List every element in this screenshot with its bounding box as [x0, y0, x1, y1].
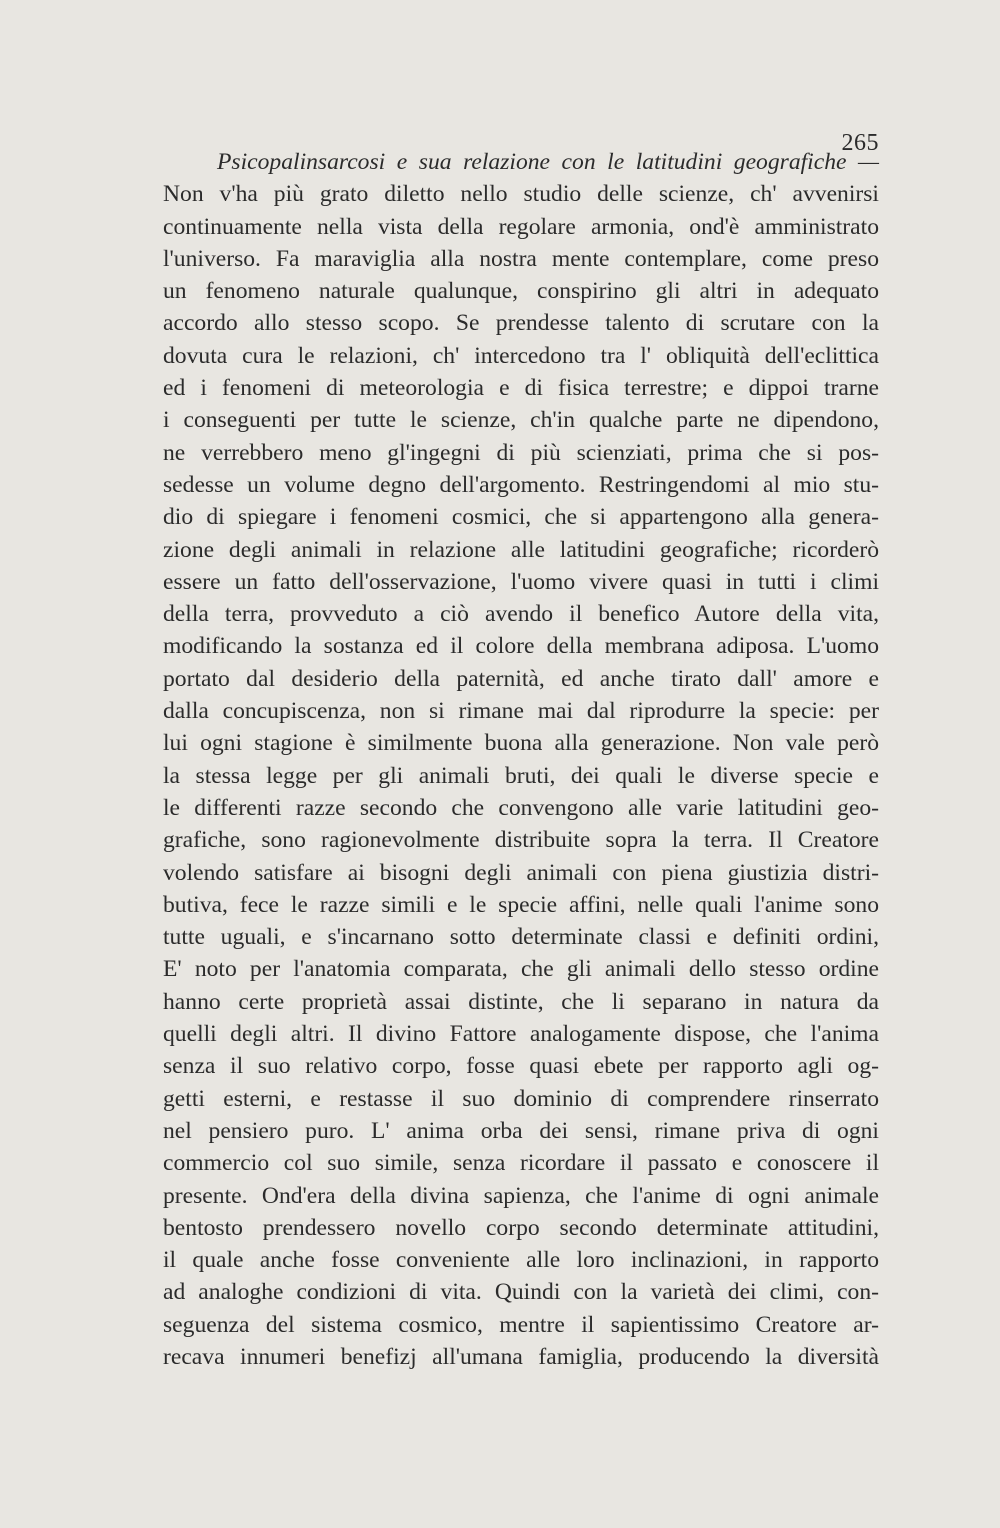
text-line: nel pensiero puro. L' anima orba dei sensi, rimane priva di ogni	[163, 1117, 879, 1144]
text-line: butiva, fece le razze simili e le specie affini, nelle quali l'anime sono	[163, 891, 879, 918]
text-line: tutte uguali, e s'incarnano sotto determinate classi e definiti ordini,	[163, 924, 879, 951]
text-line: i conseguenti per tutte le scienze, ch'in qualche parte ne dipendono,	[163, 407, 879, 434]
text-line: essere un fatto dell'osservazione, l'uomo vivere quasi in tutti i climi	[163, 568, 879, 595]
text-line: lui ogni stagione è similmente buona alla generazione. Non vale però	[163, 730, 879, 757]
text-line: quelli degli altri. Il divino Fattore analogamente dispose, che l'anima	[163, 1021, 879, 1048]
text-line: ad analoghe condizioni di vita. Quindi con la varietà dei climi, con-	[163, 1279, 879, 1306]
text-line: getti esterni, e restasse il suo dominio di comprendere rinserrato	[163, 1085, 879, 1112]
text-line: commercio col suo simile, senza ricordare il passato e conoscere il	[163, 1150, 879, 1177]
text-line: ed i fenomeni di meteorologia e di fisica terrestre; e dippoi trarne	[163, 375, 879, 402]
text-line: grafiche, sono ragionevolmente distribuite sopra la terra. Il Creatore	[163, 827, 879, 854]
text-line: l'universo. Fa maraviglia alla nostra mente contemplare, come preso	[163, 245, 879, 272]
text-line: dovuta cura le relazioni, ch' intercedono tra l' obliquità dell'eclittica	[163, 342, 879, 369]
paragraph	[163, 178, 879, 1373]
text-line: recava innumeri benefizj all'umana famiglia, producendo la diversità	[163, 1343, 879, 1370]
body-text	[163, 146, 879, 1373]
text-line: E' noto per l'anatomia comparata, che gli animali dello stesso ordine	[163, 956, 879, 983]
page-number: 265	[841, 130, 879, 156]
text-line: continuamente nella vista della regolare armonia, ond'è amministrato	[163, 213, 879, 240]
text-line: dalla concupiscenza, non si rimane mai dal riprodurre la specie: per	[163, 698, 879, 725]
text-line: ne verrebbero meno gl'ingegni di più scienziati, prima che si pos-	[163, 439, 879, 466]
text-line: della terra, provveduto a ciò avendo il benefico Autore della vita,	[163, 601, 879, 628]
text-line: presente. Ond'era della divina sapienza, che l'anime di ogni animale	[163, 1182, 879, 1209]
section-title: Psicopalinsarcosi e sua relazione con le latitudini geografiche —	[217, 149, 879, 175]
text-line: la stessa legge per gli animali bruti, dei quali le diverse specie e	[163, 762, 879, 789]
text-line: portato dal desiderio della paternità, ed anche tirato dall' amore e	[163, 665, 879, 692]
text-line: modificando la sostanza ed il colore della membrana adiposa. L'uomo	[163, 633, 879, 660]
text-line: le differenti razze secondo che convengono alle varie latitudini geo-	[163, 794, 879, 821]
text-line: Non v'ha più grato diletto nello studio delle scienze, ch' avvenirsi	[163, 181, 879, 208]
text-line: sedesse un volume degno dell'argomento. Restringendomi al mio stu-	[163, 471, 879, 498]
text-line: un fenomeno naturale qualunque, conspirino gli altri in adequato	[163, 278, 879, 305]
text-line: dio di spiegare i fenomeni cosmici, che si appartengono alla genera-	[163, 504, 879, 531]
text-line: hanno certe proprietà assai distinte, che li separano in natura da	[163, 988, 879, 1015]
text-line: seguenza del sistema cosmico, mentre il sapientissimo Creatore ar-	[163, 1311, 879, 1338]
text-line: volendo satisfare ai bisogni degli animali con piena giustizia distri-	[163, 859, 879, 886]
text-line: zione degli animali in relazione alle latitudini geografiche; ricorderò	[163, 536, 879, 563]
text-line: accordo allo stesso scopo. Se prendesse talento di scrutare con la	[163, 310, 879, 337]
text-line: senza il suo relativo corpo, fosse quasi ebete per rapporto agli og-	[163, 1053, 879, 1080]
text-line: il quale anche fosse conveniente alle loro inclinazioni, in rapporto	[163, 1247, 879, 1274]
text-line: bentosto prendessero novello corpo secondo determinate attitudini,	[163, 1214, 879, 1241]
